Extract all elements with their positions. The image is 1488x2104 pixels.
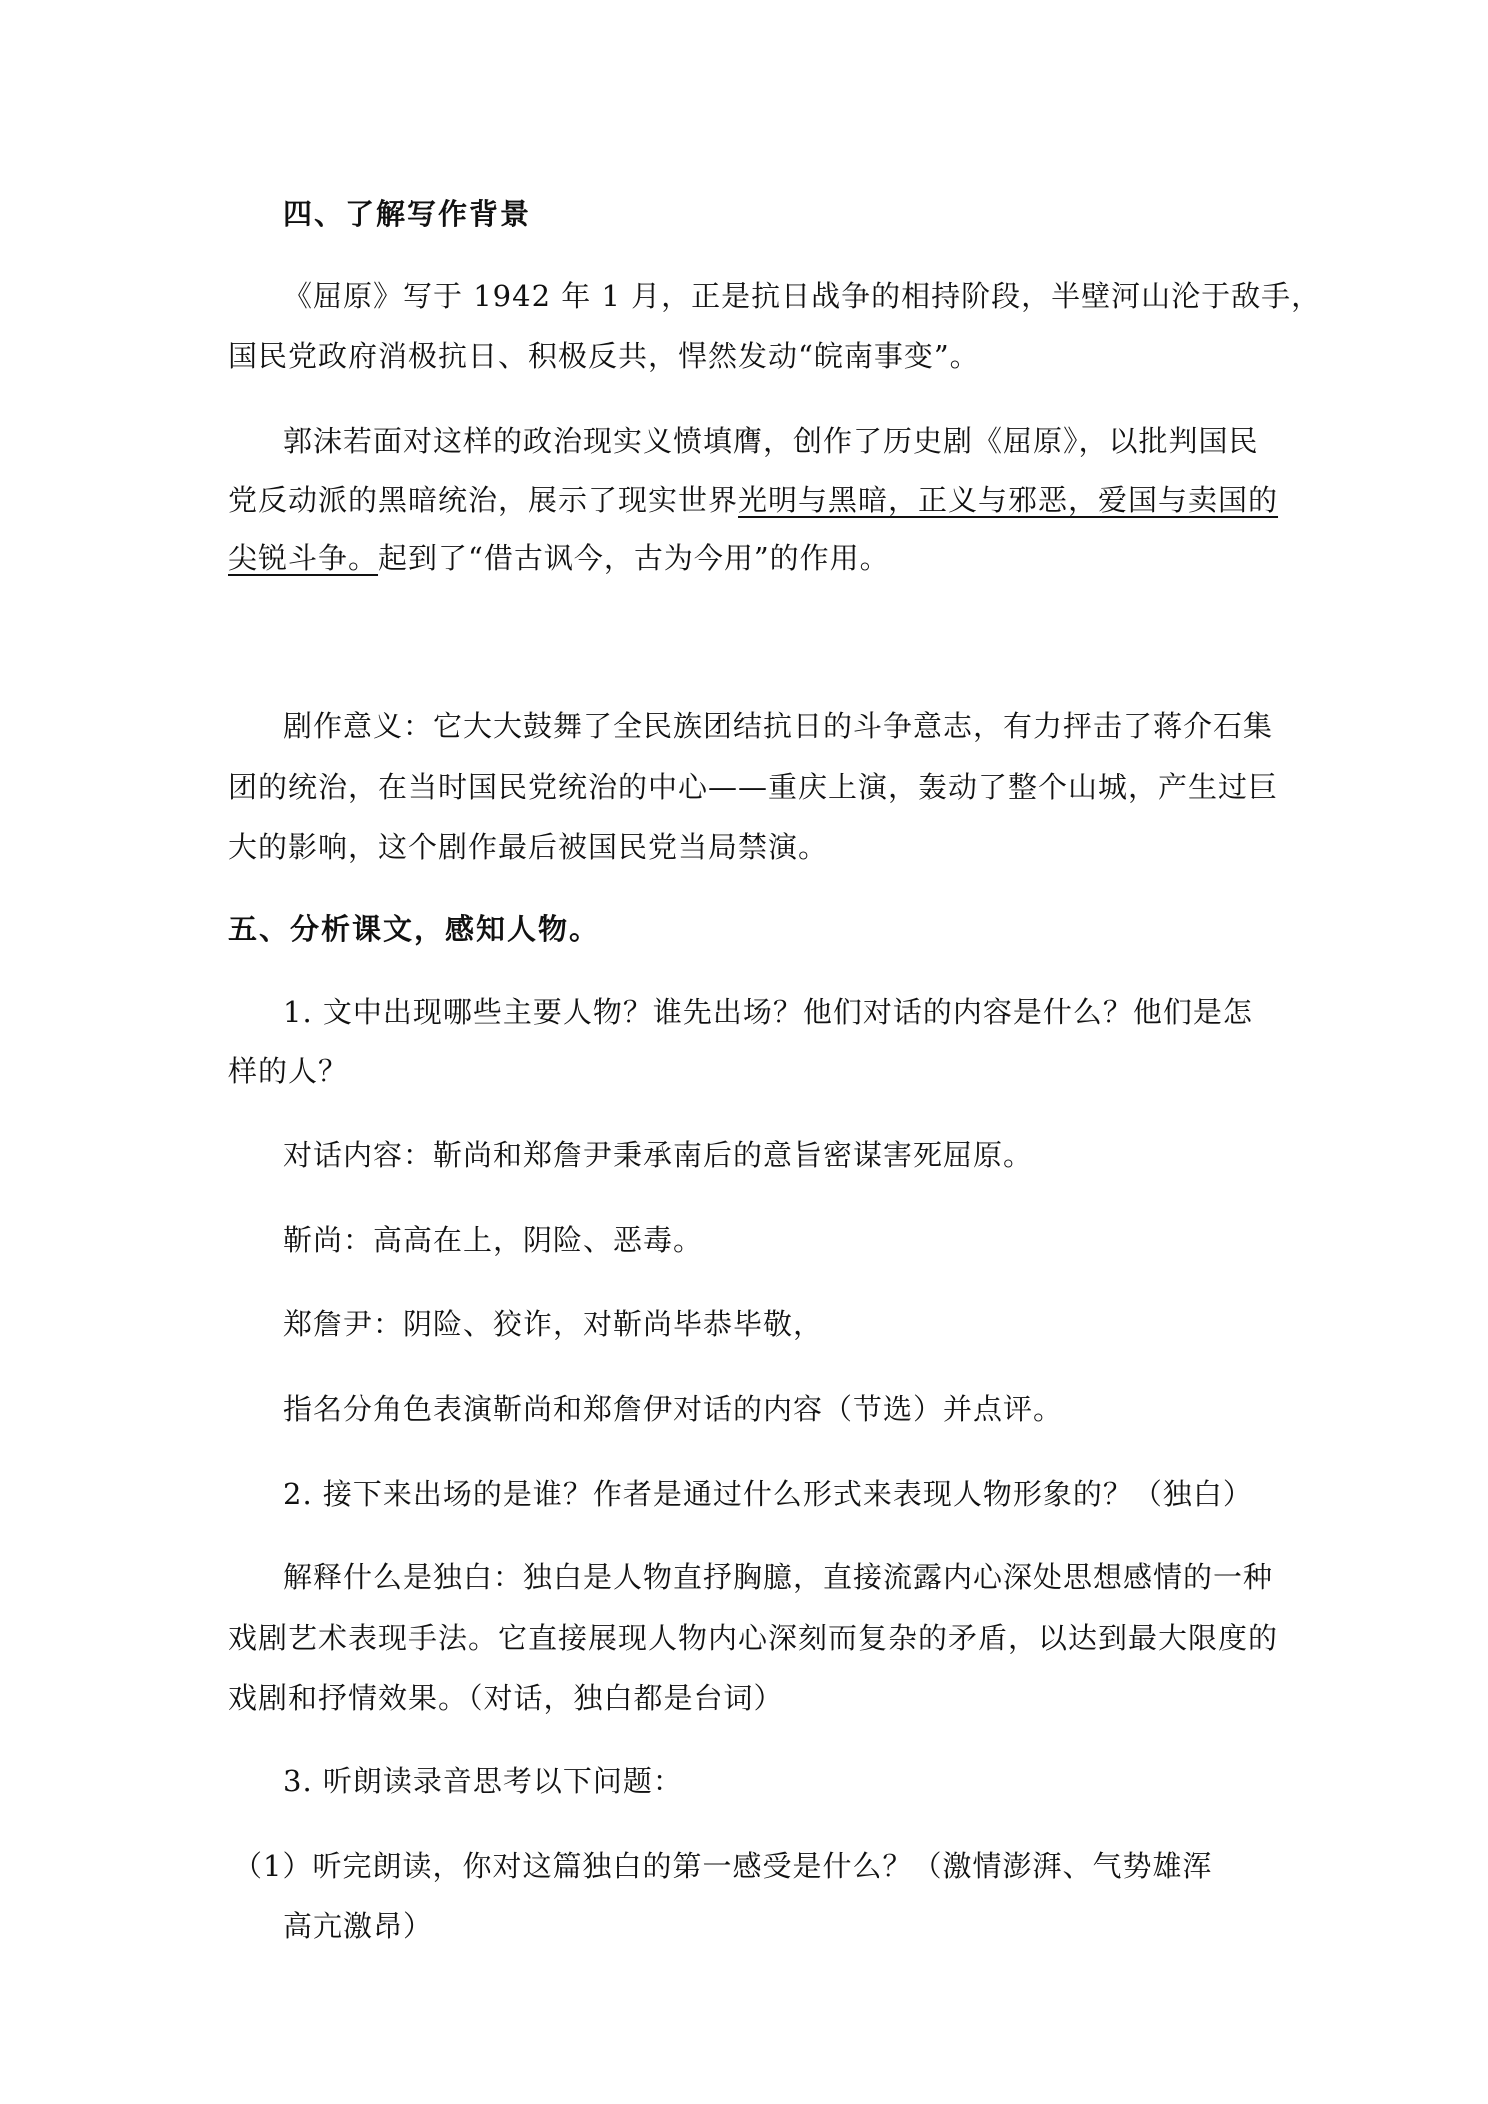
- motivation-paragraph-line-3: [228, 540, 890, 576]
- section-4-heading: 四、了解写作背景: [283, 197, 532, 231]
- monologue-explanation-line-2: 戏剧艺术表现手法。它直接展现人物内心深刻而复杂的矛盾，以达到最大限度的: [228, 1621, 1279, 1655]
- dialogue-content: 对话内容：靳尚和郑詹尹秉承南后的意旨密谋害死屈原。: [283, 1138, 1034, 1172]
- motivation-text-underlined-end: 尖锐斗争。: [228, 541, 379, 575]
- roleplay-instruction: 指名分角色表演靳尚和郑詹伊对话的内容（节选）并点评。: [283, 1392, 1064, 1426]
- significance-paragraph-line-3: 大的影响，这个剧作最后被国民党当局禁演。: [228, 830, 829, 864]
- sub-question-1-line-1: （1）听完朗读，你对这篇独白的第一感受是什么？（激情澎湃、气势雄浑: [233, 1849, 1213, 1883]
- motivation-text-plain: 党反动派的黑暗统治，展示了现实世界: [228, 483, 739, 517]
- motivation-text-plain-end: 起到了“借古讽今，古为今用”的作用。: [378, 541, 890, 575]
- background-paragraph-line-2: 国民党政府消极抗日、积极反共，悍然发动“皖南事变”。: [228, 339, 980, 373]
- motivation-paragraph-line-1: 郭沫若面对这样的政治现实义愤填膺，创作了历史剧《屈原》，以批判国民: [283, 424, 1259, 458]
- motivation-paragraph-line-2: [228, 482, 1278, 518]
- monologue-explanation-line-1: 解释什么是独白：独白是人物直抒胸臆，直接流露内心深处思想感情的一种: [283, 1560, 1274, 1594]
- question-1-line-1: 1. 文中出现哪些主要人物？谁先出场？他们对话的内容是什么？他们是怎: [283, 995, 1253, 1029]
- sub-question-1-line-2: 高亢激昂）: [283, 1909, 434, 1943]
- background-paragraph-line-1: 《屈原》写于 1942 年 1 月，正是抗日战争的相持阶段，半壁河山沦于敌手，: [283, 279, 1322, 313]
- jinshang-description: 靳尚：高高在上，阴险、恶毒。: [283, 1223, 704, 1257]
- question-2: 2. 接下来出场的是谁？作者是通过什么形式来表现人物形象的？（独白）: [283, 1477, 1253, 1511]
- question-1-line-2: 样的人？: [228, 1054, 349, 1088]
- question-3: 3. 听朗读录音思考以下问题：: [283, 1764, 683, 1798]
- motivation-text-underlined: 光明与黑暗，正义与邪恶，爱国与卖国的: [738, 483, 1279, 517]
- significance-paragraph-line-2: 团的统治，在当时国民党统治的中心——重庆上演，轰动了整个山城，产生过巨: [228, 770, 1279, 804]
- section-5-heading: 五、分析课文，感知人物。: [228, 912, 601, 946]
- zheng-description: 郑詹尹：阴险、狡诈，对靳尚毕恭毕敬，: [283, 1307, 824, 1341]
- significance-paragraph-line-1: 剧作意义：它大大鼓舞了全民族团结抗日的斗争意志，有力抨击了蒋介石集: [283, 709, 1274, 743]
- monologue-explanation-line-3: 戏剧和抒情效果。（对话，独白都是台词）: [228, 1681, 784, 1715]
